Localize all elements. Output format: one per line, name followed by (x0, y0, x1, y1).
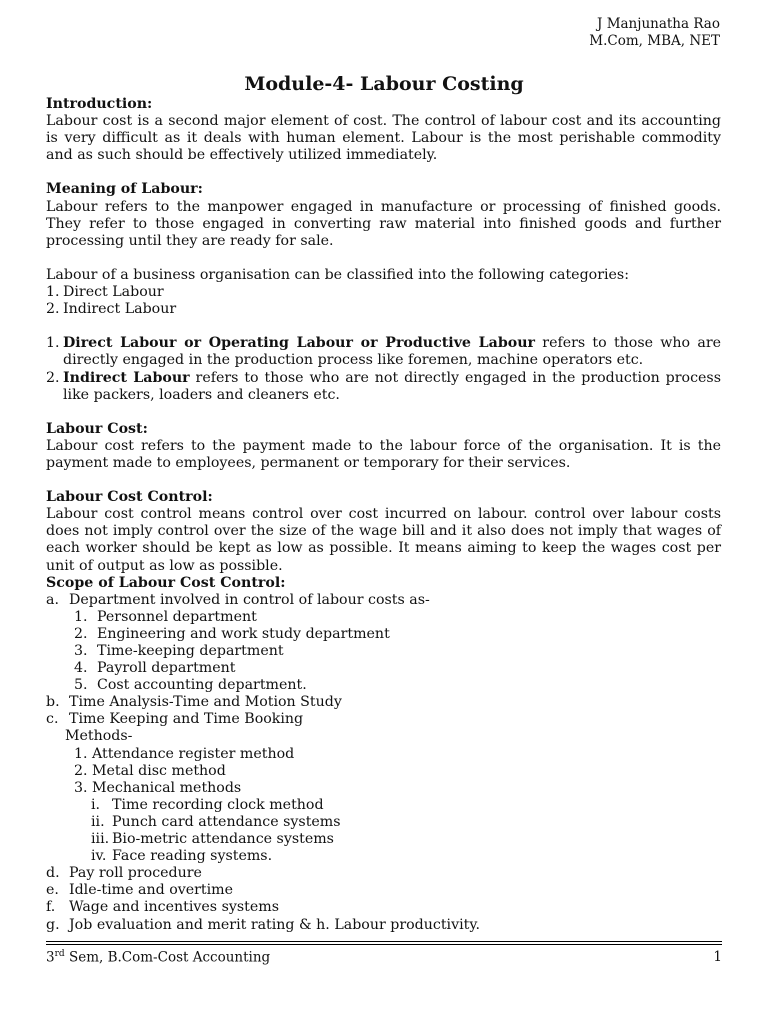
list-item: f. Wage and incentives systems (46, 899, 279, 916)
introduction-heading: Introduction: (46, 96, 153, 112)
list-item: g. Job evaluation and merit rating & h. Labour productivity. (46, 916, 480, 933)
definition-term: Direct Labour or Operating Labour or Productive Labour (63, 335, 536, 352)
list-item: 1. Direct Labour (46, 284, 164, 301)
meaning-heading: Meaning of Labour: (46, 181, 203, 198)
classification-text: Labour of a business organisation can be classified into the following categories: (46, 266, 629, 283)
definition-item: 1. Direct Labour or Operating Labour or Productive Labour refers to those who are directly engaged in the production process like foremen, machine operators etc. (46, 335, 721, 369)
cost-control-text: Labour cost control means control over cost incurred on labour. control over labour costs does not imply control over the size of the wage bill and it also does not imply that wages of each worker should be kept as low as possible. It means aiming to keep the wages cost per unit of output as low as possible. (46, 506, 721, 574)
list-item: 2. Engineering and work study department (74, 625, 390, 642)
labour-cost-text: Labour cost refers to the payment made to the labour force of the organisation. It is the payment made to employees, permanent or temporary for their services. (46, 437, 721, 471)
document-body (46, 96, 721, 934)
scope-heading: Scope of Labour Cost Control: (46, 574, 286, 591)
list-item: 3. Time-keeping department (74, 643, 284, 659)
list-item: b. Time Analysis-Time and Motion Study (46, 694, 342, 711)
list-item: 4. Payroll department (74, 660, 236, 677)
list-item: i. Time recording clock method (91, 796, 324, 813)
introduction-text: Labour cost is a second major element of cost. The control of labour cost and its accounting is very difficult as it deals with human element. Labour is the most perishable commodity and as such should be effectively utilized immediately. (46, 113, 721, 164)
definition-item: 2. Indirect Labour refers to those who are not directly engaged in the production process like packers, loaders and cleaners etc. (46, 369, 721, 403)
footer-divider (46, 941, 722, 942)
meaning-text: Labour refers to the manpower engaged in manufacture or processing of finished goods. They refer to those engaged in converting raw material into finished goods and further processing until they are ready for sale. (46, 198, 721, 249)
list-item: 3. Mechanical methods (74, 779, 242, 796)
list-item: 2. Indirect Labour (46, 301, 177, 318)
labour-cost-heading: Labour Cost: (46, 420, 148, 437)
definition-term: Indirect Labour (63, 369, 190, 386)
list-item: iii. Bio-metric attendance systems (91, 831, 334, 848)
list-item: 5. Cost accounting department. (74, 677, 307, 694)
author-name: J Manjunatha Rao (596, 16, 720, 32)
list-item: a. Department involved in control of labour costs as- (46, 591, 430, 608)
footer-divider (46, 944, 722, 945)
list-item: ii. Punch card attendance systems (91, 813, 341, 830)
list-item: d. Pay roll procedure (46, 865, 202, 882)
page-header (589, 16, 720, 50)
author-qualifications: M.Com, MBA, NET (589, 33, 720, 49)
list-item: 1. Attendance register method (74, 745, 295, 762)
page-title: Module-4- Labour Costing (244, 73, 524, 95)
cost-control-heading: Labour Cost Control: (46, 489, 213, 506)
list-item: 1. Personnel department (74, 608, 257, 625)
list-item: 2. Metal disc method (74, 762, 226, 779)
list-item: c. Time Keeping and Time Booking (46, 711, 304, 728)
footer-course: 3rd Sem, B.Com-Cost Accounting (46, 949, 271, 966)
list-item: e. Idle-time and overtime (46, 882, 234, 899)
list-item: iv. Face reading systems. (91, 848, 273, 865)
methods-label: Methods- (65, 728, 133, 745)
page-number: 1 (713, 949, 722, 965)
